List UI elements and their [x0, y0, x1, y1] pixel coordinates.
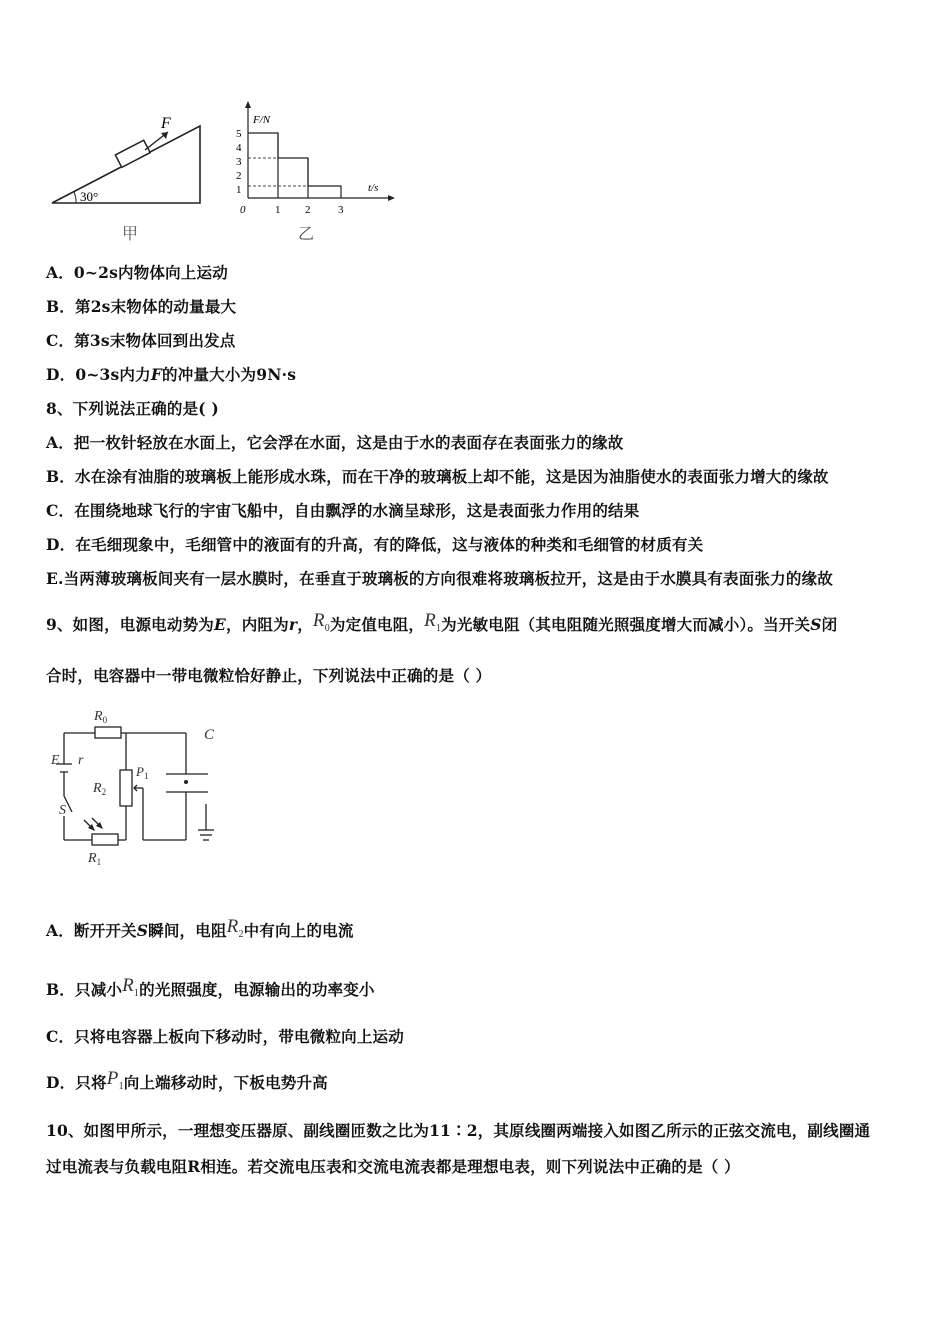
angle-label: 30°	[80, 189, 99, 204]
q7-option-b: B．第2s末物体的动量最大	[46, 297, 237, 316]
force-label: F	[161, 115, 171, 132]
q8-option-d: D．在毛细现象中，毛细管中的液面有的升高，有的降低，这与液体的种类和毛细管的材质有关	[46, 535, 704, 554]
q9-option-b: B．只减小$R_1$的光照强度，电源输出的功率变小	[46, 975, 375, 999]
x-tick: 1	[275, 204, 281, 216]
svg-text:S: S	[59, 803, 66, 818]
q7-option-a: A．0~2s内物体向上运动	[46, 263, 228, 282]
y-tick: 1	[236, 184, 242, 196]
q9-option-d: D．只将$P_1$向上端移动时，下板电势升高	[46, 1068, 328, 1092]
svg-text:R0: $R_0$	[94, 709, 108, 725]
x-axis-label: t/s	[368, 182, 379, 194]
caption-jia: 甲	[122, 226, 139, 243]
y-tick: 3	[236, 156, 242, 168]
q10-stem-line2: 过电流表与负载电阻R相连。若交流电压表和交流电流表都是理想电表，则下列说法中正确的是（ ）	[46, 1157, 740, 1176]
force-time-graph	[228, 98, 398, 248]
svg-text:R1: $R_1$	[88, 851, 102, 867]
q8-stem: 8、下列说法正确的是( )	[46, 399, 219, 418]
q7-option-c: C．第3s末物体回到出发点	[46, 331, 236, 350]
circuit-diagram	[48, 702, 233, 872]
x-tick: 2	[305, 204, 311, 216]
q9-option-c: C．只将电容器上板向下移动时，带电微粒向上运动	[46, 1027, 404, 1046]
caption-yi: 乙	[298, 226, 315, 243]
y-tick: 5	[236, 128, 242, 140]
q8-option-e: E.当两薄玻璃板间夹有一层水膜时，在垂直于玻璃板的方向很难将玻璃板拉开，这是由于水膜具有表面张力的缘故	[46, 569, 833, 588]
incline-figure	[40, 108, 220, 248]
q9-option-a: A．断开开关S瞬间，电阻$R_2$中有向上的电流	[46, 916, 354, 940]
y-axis-label: F/N	[253, 114, 271, 126]
y-tick: 2	[236, 170, 242, 182]
y-tick: 4	[236, 142, 242, 154]
q9-stem-line2: 合时，电容器中一带电微粒恰好静止，下列说法中正确的是（ ）	[46, 666, 492, 685]
q8-option-c: C．在围绕地球飞行的宇宙飞船中，自由飘浮的水滴呈球形，这是表面张力作用的结果	[46, 501, 640, 520]
q7-option-d: D．0~3s内力F的冲量大小为9N·s	[46, 365, 297, 384]
q8-option-a: A．把一枚针轻放在水面上，它会浮在水面，这是由于水的表面存在表面张力的缘故	[46, 433, 624, 452]
svg-text:r: r	[78, 753, 84, 768]
x-tick: 3	[338, 204, 344, 216]
svg-text:R2: $R_2$	[93, 781, 107, 797]
svg-text:E: E	[51, 753, 60, 768]
svg-text:P1: $P_1$	[136, 764, 149, 781]
x-tick: 0	[240, 204, 246, 216]
q9-stem-line1: 9、如图，电源电动势为E，内阻为r，$R_0$为定值电阻，$R_1$为光敏电阻（其电阻随光照强度增大而减小）。当开关S闭	[46, 610, 838, 634]
svg-text:C: C	[204, 727, 215, 743]
q8-option-b: B．水在涂有油脂的玻璃板上能形成水珠，而在干净的玻璃板上却不能，这是因为油脂使水的表面张力增大的缘故	[46, 467, 829, 486]
q10-stem-line1: 10、如图甲所示，一理想变压器原、副线圈匝数之比为11∶2，其原线圈两端接入如图乙所示的正弦交流电，副线圈通	[46, 1121, 871, 1140]
